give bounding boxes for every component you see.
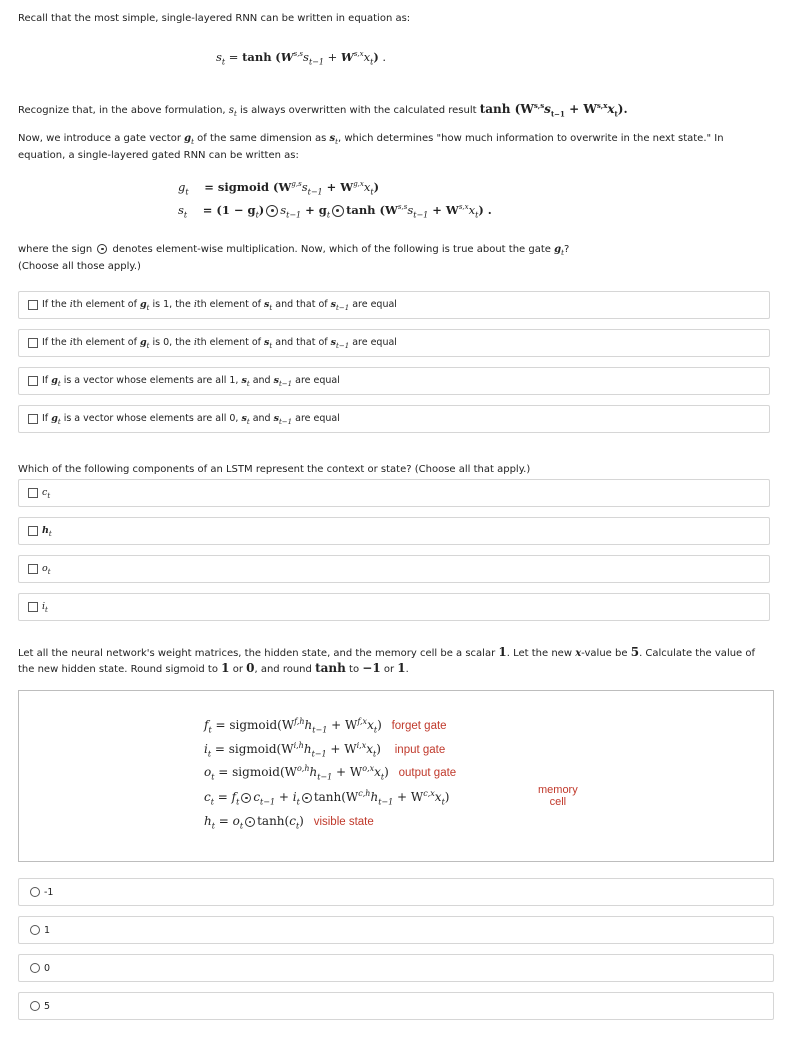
radio-button[interactable] <box>30 963 40 973</box>
memory-cell-label: memory cell <box>538 784 578 808</box>
gate-question: where the sign denotes element-wise multiplication. Now, which of the following is true about the gate $g_t$? (Choose all those apply.) <box>18 244 570 272</box>
radio-button[interactable] <box>30 1001 40 1011</box>
visible-state-equation: $h_t = o_t$ $\tanh(c_t)$ visible state <box>204 814 374 831</box>
hidden-state-question: Let all the neural network's weight matrices, the hidden state, and the memory cell be a scalar 1. Let the new x-value be 5. Calculate the value of the new hidden state. Round sigmoid to 1 or 0, and round tanh to −1 or 1. <box>18 645 756 675</box>
odot-icon <box>332 205 344 217</box>
gate-option-3[interactable]: If $g_t$ is a vector whose elements are all 1, $s_t$ and $s_{t-1}$ are equal <box>18 367 770 395</box>
input-gate-label: input gate <box>394 744 446 756</box>
forget-gate-label: forget gate <box>391 720 447 732</box>
gate-intro-text: Now, we introduce a gate vector $g_t$ of the same dimension as $s_t$, which determines "how much information to overwrite in the next state." In equation, a single-layered gated RNN can be written as: <box>18 133 724 161</box>
gate-option-4[interactable]: If $g_t$ is a vector whose elements are all 0, $s_t$ and $s_{t-1}$ are equal <box>18 405 770 433</box>
answer-option-neg1[interactable]: -1 <box>18 878 774 906</box>
answer-option-5[interactable]: 5 <box>18 992 774 1020</box>
recognize-text: Recognize that, in the above formulation, $s_t$ is always overwritten with the calculated result $\tanh (W^{s,s}s_{t-1} + W^{s,x}x_t)$. <box>18 101 628 119</box>
gated-equation-s: $s_t = (1 - g_t) s_{t-1} + g_t$ $\tanh (W^{s,s}s_{t-1} + W^{s,x}x_t)$ . <box>178 203 492 220</box>
radio-button[interactable] <box>30 925 40 935</box>
odot-icon <box>97 244 107 254</box>
output-gate-label: output gate <box>398 767 457 779</box>
intro-text: Recall that the most simple, single-layered RNN can be written in equation as: <box>18 13 411 24</box>
rnn-equation: $s_t = \tanh (W^{s,s}s_{t-1} + W^{s,x}x_t)$ . <box>216 50 387 67</box>
forget-gate-equation: $f_t$ = $sigmoid(W^{f,h}h_{t-1} + W^{f,x}x_t)$ forget gate <box>204 717 447 735</box>
memory-cell-equation: $c_t = f_t$ $c_{t-1} + i_t$ $\tanh(W^{c,h}h_{t-1} + W^{c,x}x_t)$ <box>204 789 450 807</box>
checkbox[interactable] <box>28 526 38 536</box>
checkbox[interactable] <box>28 414 38 424</box>
lstm-state-question: Which of the following components of an LSTM represent the context or state? (Choose all that apply.) <box>18 464 531 475</box>
radio-button[interactable] <box>30 887 40 897</box>
gate-option-1[interactable]: If the ith element of $g_t$ is 1, the ith element of $s_t$ and that of $s_{t-1}$ are equal <box>18 291 770 319</box>
odot-icon <box>302 793 312 803</box>
checkbox[interactable] <box>28 602 38 612</box>
output-gate-equation: $o_t$ = $sigmoid(W^{o,h}h_{t-1} + W^{o,x}x_t)$ output gate <box>204 764 457 782</box>
gated-equation-g: $g_t$ = sigmoid $(W^{g,s}s_{t-1} + W^{g,x}x_t)$ <box>178 180 380 197</box>
odot-icon <box>266 205 278 217</box>
input-gate-equation: $i_t$ = $sigmoid(W^{i,h}h_{t-1} + W^{i,x}x_t)$ input gate <box>204 741 446 759</box>
odot-icon <box>245 817 255 827</box>
gate-option-2[interactable]: If the ith element of $g_t$ is 0, the ith element of $s_t$ and that of $s_{t-1}$ are equal <box>18 329 770 357</box>
checkbox[interactable] <box>28 338 38 348</box>
lstm-equations-box <box>18 690 774 862</box>
checkbox[interactable] <box>28 300 38 310</box>
lstm-option-i[interactable]: $i_t$ <box>18 593 770 621</box>
answer-option-0[interactable]: 0 <box>18 954 774 982</box>
lstm-option-h[interactable]: $h_t$ <box>18 517 770 545</box>
lstm-option-c[interactable]: $c_t$ <box>18 479 770 507</box>
checkbox[interactable] <box>28 488 38 498</box>
checkbox[interactable] <box>28 564 38 574</box>
visible-state-label: visible state <box>313 816 374 828</box>
lstm-option-o[interactable]: $o_t$ <box>18 555 770 583</box>
checkbox[interactable] <box>28 376 38 386</box>
answer-option-1[interactable]: 1 <box>18 916 774 944</box>
odot-icon <box>241 793 251 803</box>
